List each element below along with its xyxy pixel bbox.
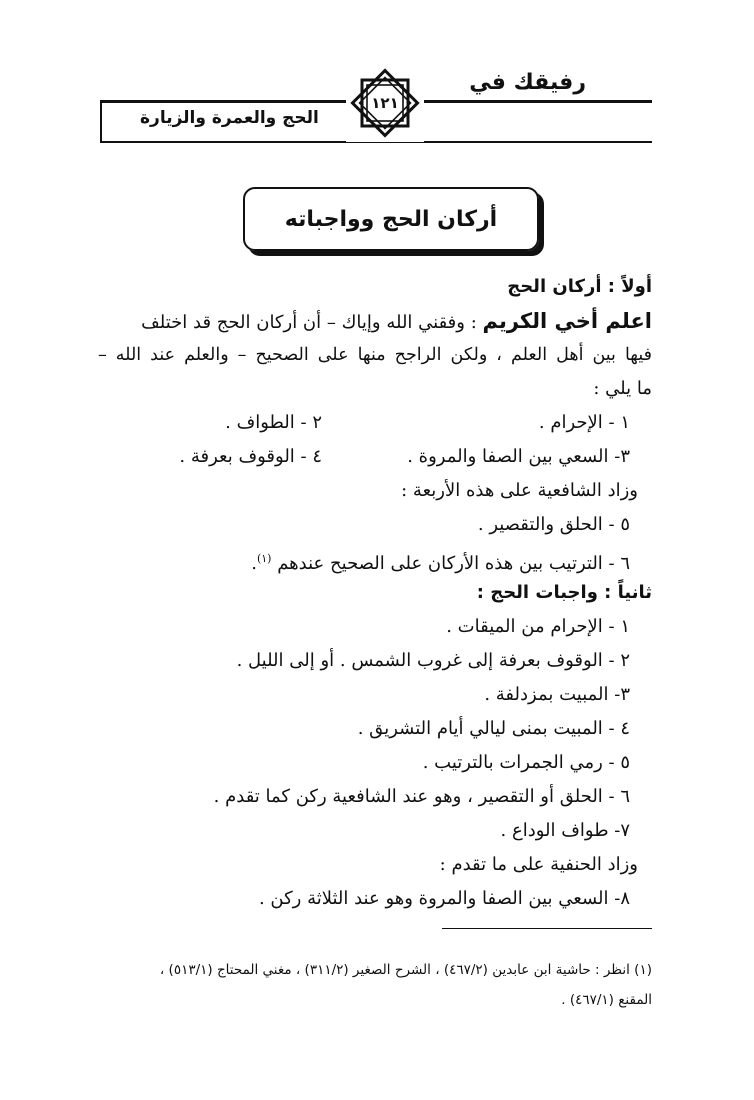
footnote-ref[interactable]: (١) — [256, 552, 272, 565]
pillars-row — [98, 406, 652, 440]
obligation-item: ٥ - رمي الجمرات بالترتيب . — [422, 752, 630, 773]
footnote-line-1: (١) انظر : حاشية ابن عابدين (٤٦٧/٢) ، الشرح الصغير (٣١١/٢) ، مغني المحتاج (٥١٣/١) ، — [159, 962, 652, 978]
chapter-title: أركان الحج وواجباته — [284, 206, 498, 232]
intro-lead: اعلم أخي الكريم — [482, 309, 652, 333]
obligation-item: ٦ - الحلق أو التقصير ، وهو عند الشافعية ركن كما تقدم . — [213, 786, 630, 807]
obligation-item: ٤ - المبيت بمنى ليالي أيام التشريق . — [357, 718, 630, 739]
section-heading-obligations: ثانياً : واجبات الحج : — [476, 582, 652, 603]
body-text — [98, 270, 652, 916]
section-heading-pillars: أولاً : أركان الحج — [507, 276, 652, 297]
intro-line-1-rest: : وفقني الله وإياك – أن أركان الحج قد اختلف — [141, 312, 483, 333]
pillar-item: ٤ - الوقوف بعرفة . — [179, 446, 322, 467]
running-header-subtitle: الحج والعمرة والزيارة — [140, 108, 319, 128]
pillar-item-6-text: ٦ - الترتيب بين هذه الأركان على الصحيح عندهم — [277, 553, 630, 574]
pillar-item-6 — [98, 542, 652, 576]
header-rule-end — [100, 100, 102, 143]
obligation-item: ٧- طواف الوداع . — [500, 820, 630, 841]
intro-line-2: فيها بين أهل العلم ، ولكن الراجح منها على الصحيح – والعلم عند الله – — [98, 345, 652, 365]
pillar-item-5: ٥ - الحلق والتقصير . — [477, 514, 630, 535]
footnote-rule — [442, 928, 652, 929]
pillar-item-6-end: . — [251, 553, 257, 574]
page-number: ١٢١ — [371, 94, 399, 112]
obligation-item-8: ٨- السعي بين الصفا والمروة وهو عند الثلاثة ركن . — [258, 888, 630, 909]
pillar-item: ٢ - الطواف . — [225, 412, 322, 433]
running-header-title: رفيقك في — [469, 70, 586, 95]
intro-line-1 — [98, 304, 652, 338]
obligation-item: ٣- المبيت بمزدلفة . — [484, 684, 630, 705]
intro-line-3: ما يلي : — [593, 378, 652, 399]
pillar-item: ١ - الإحرام . — [538, 412, 630, 433]
footnote — [96, 955, 652, 1015]
footnote-line-2: المقنع (٤٦٧/١) . — [561, 992, 652, 1008]
shafii-addition-intro: وزاد الشافعية على هذه الأربعة : — [401, 480, 638, 501]
hanafi-addition-intro: وزاد الحنفية على ما تقدم : — [439, 854, 638, 875]
pillar-item: ٣- السعي بين الصفا والمروة . — [407, 446, 630, 467]
pillars-row — [98, 440, 652, 474]
obligation-item: ٢ - الوقوف بعرفة إلى غروب الشمس . أو إلى الليل . — [236, 650, 630, 671]
obligation-item: ١ - الإحرام من الميقات . — [446, 616, 630, 637]
chapter-title-box — [243, 187, 539, 251]
